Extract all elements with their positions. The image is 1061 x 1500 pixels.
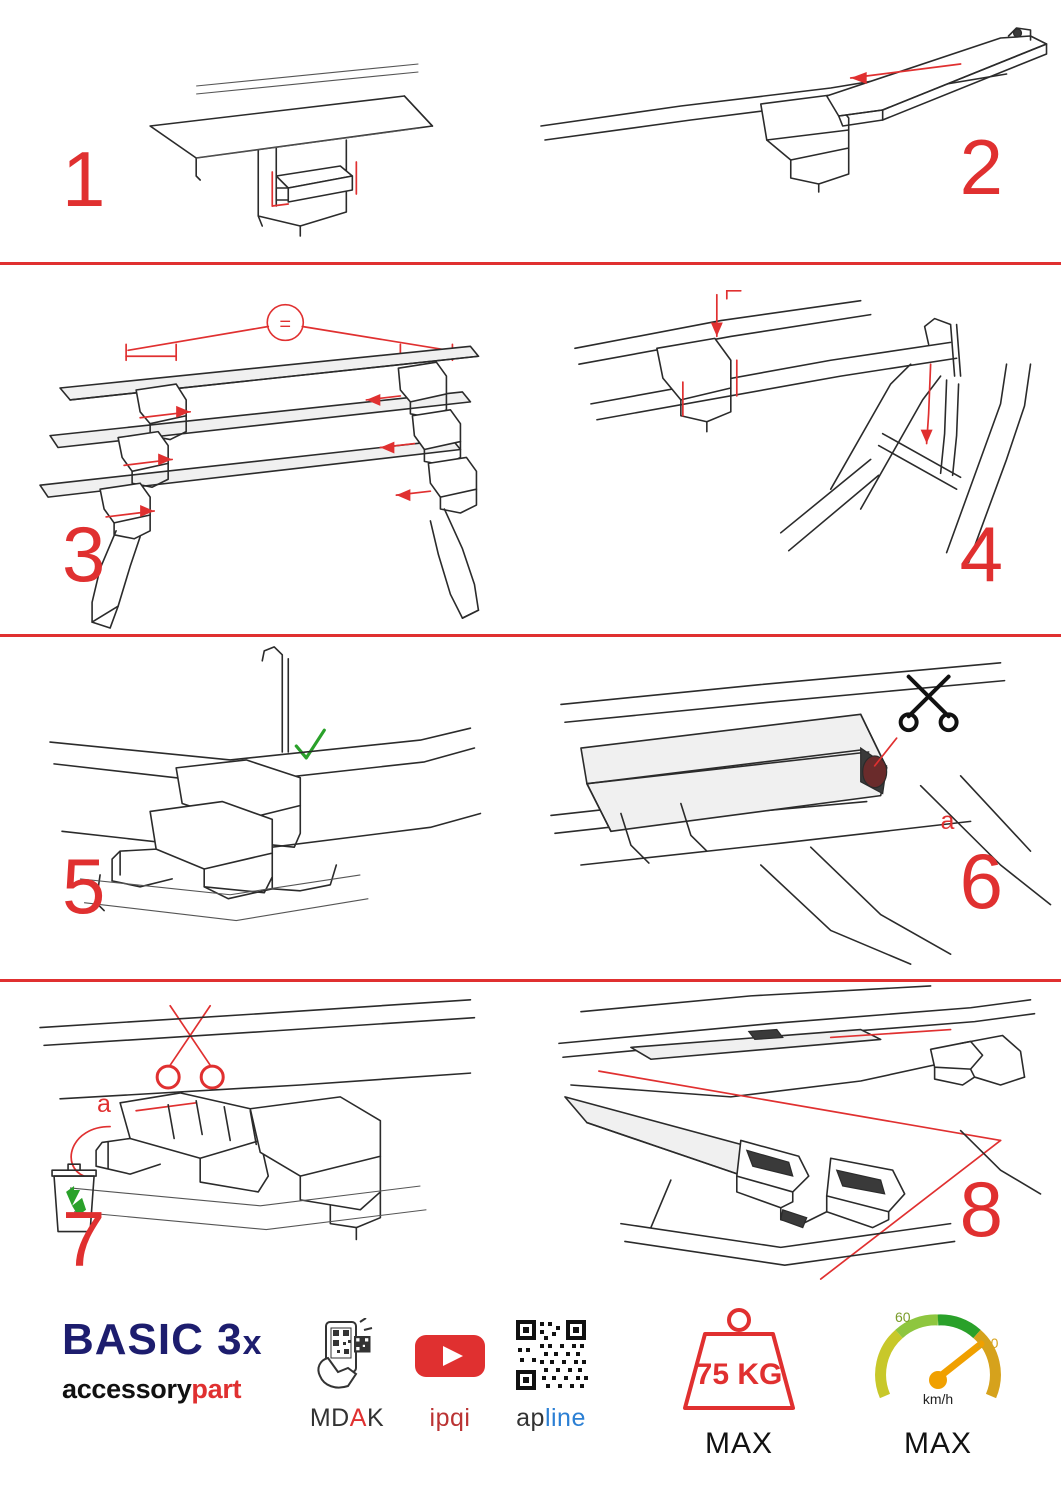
step-number-7: 7 [62,1195,106,1283]
step-1 [0,0,531,262]
speed-min-label: 60 [895,1309,911,1325]
step-4 [531,265,1061,634]
logo-apline-text-first: ap [516,1404,545,1432]
step-5 [0,637,531,979]
logo-apline [486,1318,616,1433]
steps-row-2 [0,262,1061,634]
steps-row-4 [0,979,1061,1287]
logo-ipqi-label: ipqi [429,1404,471,1432]
max-load-value: 75 KG [695,1358,783,1391]
step-number-6: 6 [959,837,1003,925]
step-6-label-a: a [940,807,955,835]
step-7-label-a: a [97,1090,111,1118]
spec-max-speed [848,1304,1028,1461]
step-number-8: 8 [959,1165,1003,1253]
step-number-5: 5 [62,842,106,930]
step-number-4: 4 [959,510,1003,598]
product-multiplier: x [242,1324,263,1362]
step-2 [531,0,1061,262]
company-name-second: part [191,1374,242,1404]
logo-mdak-label [292,1404,402,1433]
hand-phone-qr-icon [292,1318,402,1392]
step-6 [531,637,1061,979]
step-3 [0,265,531,634]
logo-mdak-text-accent: A [349,1404,367,1432]
speedometer-icon [863,1304,1013,1416]
logo-mdak [292,1318,402,1433]
step-8 [531,982,1061,1287]
product-name [62,1315,282,1364]
step-number-1: 1 [62,135,106,223]
footer [0,1290,1061,1500]
speed-unit-label: km/h [922,1391,954,1407]
step-6-illustration [531,637,1061,979]
company-name [62,1376,282,1403]
max-speed-caption: MAX [903,1427,972,1460]
logo-apline-text-second: line [544,1404,586,1432]
max-load-caption: MAX [704,1427,773,1460]
weight-icon [669,1304,809,1416]
speed-max-label: 120 [975,1335,999,1351]
company-name-first: accessory [62,1374,192,1404]
logo-apline-label [486,1404,616,1433]
step-number-2: 2 [959,123,1003,211]
logo-mdak-text-last: K [366,1404,385,1432]
logo-mdak-text-first: MD [309,1404,350,1432]
brand-block [62,1315,282,1404]
steps-row-3 [0,634,1061,979]
qr-code-icon[interactable] [486,1318,616,1392]
steps-row-1 [0,0,1061,262]
step-number-3: 3 [62,510,106,598]
spec-max-load [644,1304,834,1461]
step-7 [0,982,531,1287]
product-name-text: BASIC 3 [62,1315,243,1364]
svg-text:=: = [279,313,292,336]
